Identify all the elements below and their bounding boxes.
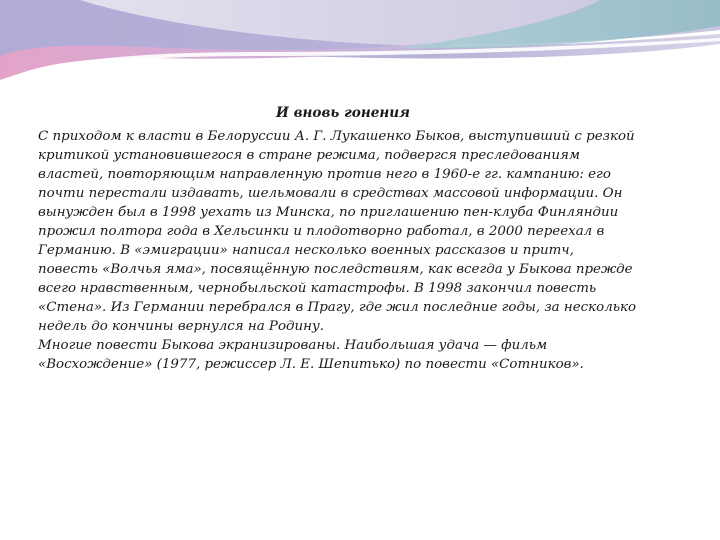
text-line: «Стена». Из Германии перебрался в Прагу, где жил последние годы, за несколько bbox=[38, 300, 637, 315]
text-line: Германию. В «эмиграции» написал несколько военных рассказов и притч, bbox=[38, 243, 574, 258]
text-line: вынужден был в 1998 уехать из Минска, по приглашению пен-клуба Финляндии bbox=[38, 205, 619, 220]
text-line: С приходом к власти в Белоруссии А. Г. Лукашенко Быков, выступивший с резкой bbox=[38, 129, 635, 144]
paragraph-1 bbox=[38, 127, 684, 336]
paragraph-2 bbox=[38, 336, 684, 374]
text-line: критикой установившегося в стране режима, подвергся преследованиям bbox=[38, 148, 580, 163]
text-line: повесть «Волчья яма», посвящённую последствиям, как всегда у Быкова прежде bbox=[38, 262, 633, 277]
text-line: властей, повторяющим направленную против него в 1960-е гг. кампанию: его bbox=[38, 167, 611, 182]
text-line: прожил полтора года в Хельсинки и плодотворно работал, в 2000 переехал в bbox=[38, 224, 605, 239]
slide-title: И вновь гонения bbox=[276, 105, 410, 121]
text-line: Многие повести Быкова экранизированы. Наибольшая удача — фильм bbox=[38, 338, 548, 353]
slide-content bbox=[38, 104, 684, 374]
text-line: почти перестали издавать, шельмовали в средствах массовой информации. Он bbox=[38, 186, 623, 201]
header-wave-decoration bbox=[0, 0, 720, 100]
text-line: недель до кончины вернулся на Родину. bbox=[38, 319, 324, 334]
text-line: «Восхождение» (1977, режиссер Л. Е. Шепитько) по повести «Сотников». bbox=[38, 357, 584, 372]
text-line: всего нравственным, чернобыльской катастрофы. В 1998 закончил повесть bbox=[38, 281, 597, 296]
